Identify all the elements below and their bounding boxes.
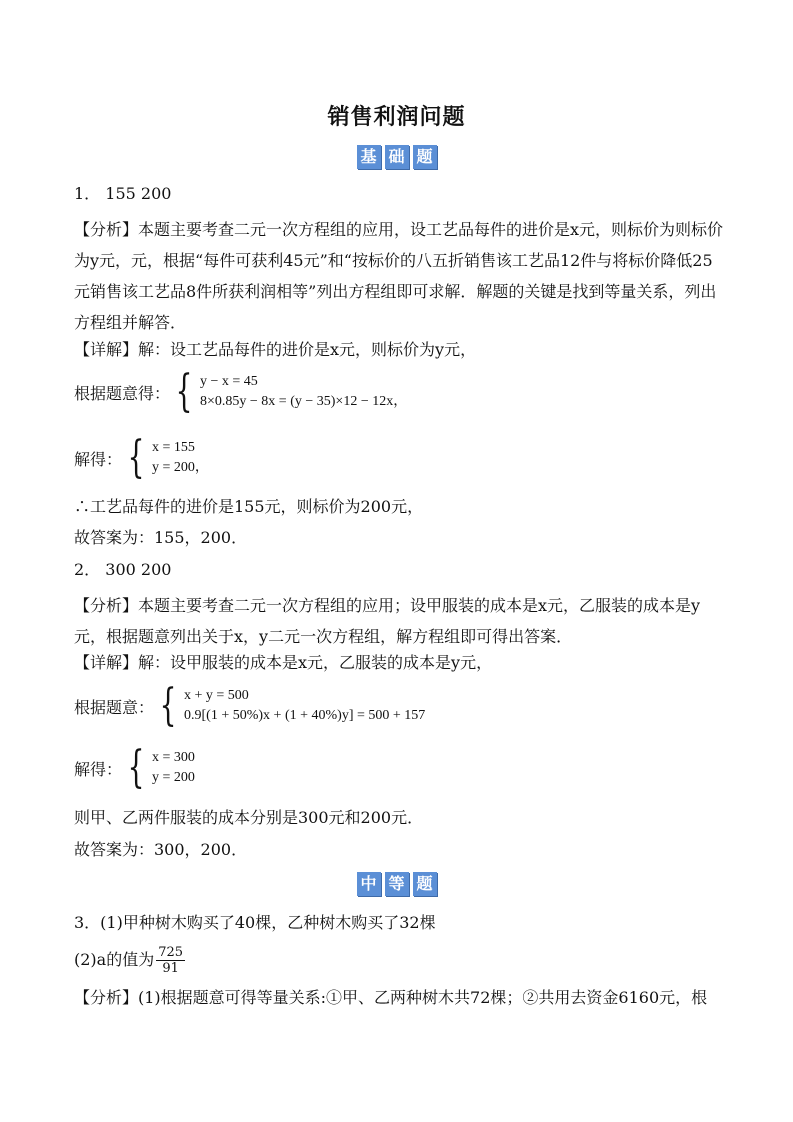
q1-answer: 故答案为：155，200．: [74, 528, 248, 547]
q2-eq2: 0.9[(1 + 50%)x + (1 + 40%)y] = 500 + 157: [184, 708, 426, 723]
section-badge-mid: [0, 872, 793, 896]
q1-sol-label: 解得：: [74, 449, 123, 469]
brace-icon: {: [127, 432, 145, 483]
q2-conclusion: 则甲、乙两件服装的成本分别是300元和200元．: [74, 808, 424, 827]
badge-char: 中: [357, 872, 381, 896]
q2-solution-system: [74, 742, 195, 793]
brace-icon: {: [159, 680, 177, 731]
q1-solution-system: [74, 432, 209, 483]
q3-part2-prefix: (2)a的值为: [74, 950, 155, 969]
q2-eq-label: 根据题意：: [74, 697, 155, 717]
q2-detail: 【详解】解：设甲服装的成本是x元，乙服装的成本是y元，: [74, 653, 493, 672]
badge-char: 等: [385, 872, 409, 896]
q1-conclusion: ∴工艺品每件的进价是155元，则标价为200元，: [74, 497, 424, 516]
q3-part2: [74, 944, 724, 976]
fraction-denominator: 91: [162, 961, 179, 976]
page-title: 销售利润问题: [327, 104, 466, 130]
q1-equation-system: [74, 366, 408, 417]
brace-icon: {: [175, 366, 193, 417]
badge-char: 础: [385, 145, 409, 169]
q1-eq-label: 根据题意得：: [74, 383, 171, 403]
q1-answer-head: 1． 155 200: [74, 184, 172, 203]
badge-char: 题: [413, 872, 437, 896]
q2-sol1: x = 300: [152, 750, 195, 765]
brace-icon: {: [127, 742, 145, 793]
section-badge-basic: [0, 145, 793, 169]
q2-equation-system: [74, 680, 426, 731]
q1-detail: 【详解】解：设工艺品每件的进价是x元，则标价为y元，: [74, 340, 477, 359]
q3-part1: 3．(1)甲种树木购买了40棵，乙种树木购买了32棵: [74, 913, 436, 932]
q1-sol2: y = 200，: [152, 460, 209, 475]
q1-sol1: x = 155: [152, 440, 195, 455]
fraction-numerator: 725: [158, 945, 184, 960]
q2-answer-head: 2． 300 200: [74, 560, 172, 579]
q1-eq2: 8×0.85y − 8x = (y − 35)×12 − 12x，: [200, 394, 408, 409]
q1-eq1: y − x = 45: [200, 374, 258, 389]
q2-analysis: 【分析】本题主要考查二元一次方程组的应用；设甲服装的成本是x元，乙服装的成本是y元，根据题意列出关于x，y二元一次方程组，解方程组即可得出答案．: [74, 596, 701, 646]
fraction: [156, 945, 185, 976]
q2-answer: 故答案为：300，200．: [74, 840, 248, 859]
badge-char: 基: [357, 145, 381, 169]
q2-sol2: y = 200: [152, 770, 195, 785]
q2-eq1: x + y = 500: [184, 688, 249, 703]
q1-analysis: 【分析】本题主要考查二元一次方程组的应用，设工艺品每件的进价是x元，则标价为则标价为y元，元，根据“每件可获利45元”和“按标价的八五折销售该工艺品12件与将标价降低25元销售该工艺品8件所获利润相等”列出方程组即可求解．解题的关键是找到等量关系，列出方程组并解答．: [74, 220, 724, 332]
badge-char: 题: [413, 145, 437, 169]
q2-sol-label: 解得：: [74, 759, 123, 779]
q3-analysis: 【分析】(1)根据题意可得等量关系:①甲、乙两种树木共72棵；②共用去资金6160元，根: [74, 988, 708, 1007]
